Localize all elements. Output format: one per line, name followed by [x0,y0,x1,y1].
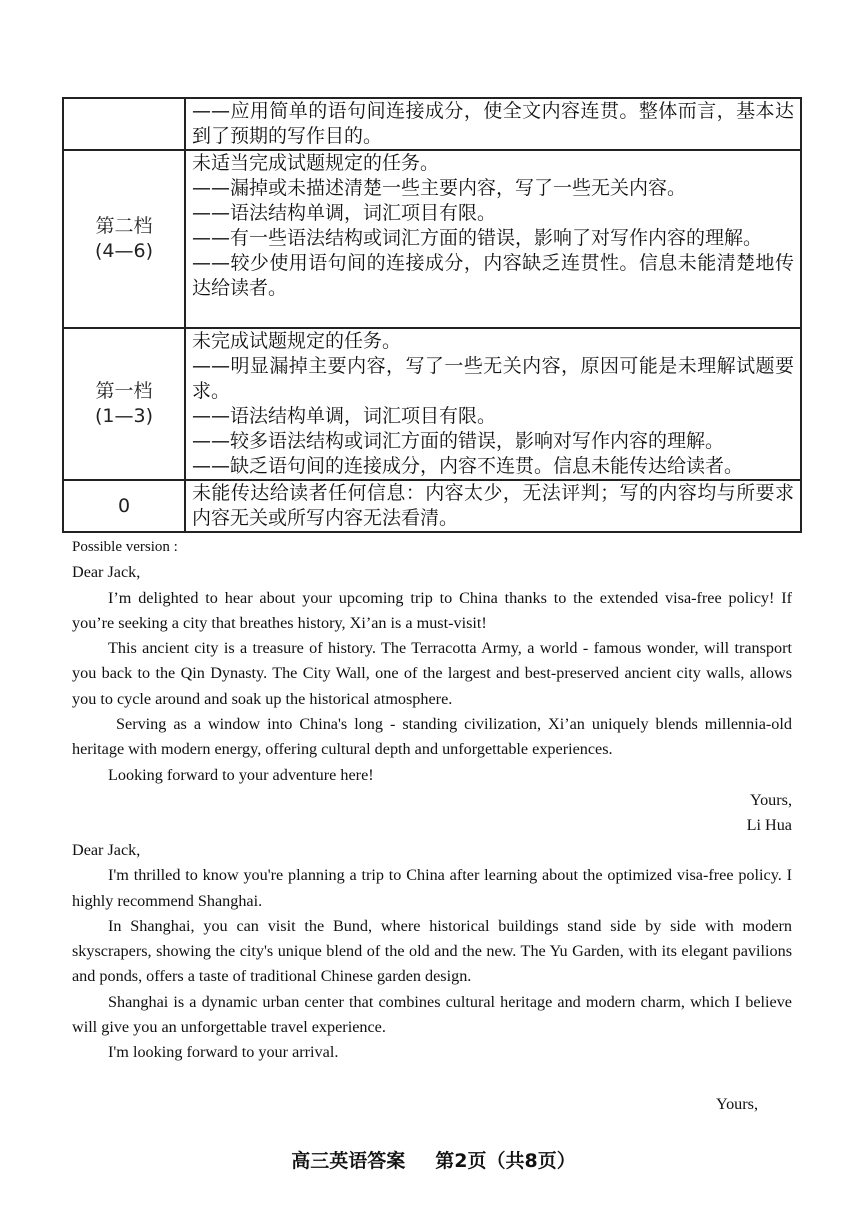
essay-version-shanghai [72,838,792,1066]
rubric-row [63,150,801,328]
footer-page-number: 第2页（共8页） [435,1150,576,1172]
grade-cell [63,480,185,532]
grading-rubric-table [62,97,802,533]
criteria-line: ——有一些语法结构或词汇方面的错误，影响了对写作内容的理解。 [192,227,763,249]
criteria-line: ——应用简单的语句间连接成分，使全文内容连贯。整体而言，基本达到了预期的写作目的。 [192,100,794,147]
letter-paragraph: In Shanghai, you can visit the Bund, where historical buildings stand side by side with modern skyscrapers, showing the city's unique blend of the old and the new. The Yu Garden, with its elegant pavilions and ponds, offers a taste of traditional Chinese garden design. [72,916,792,986]
criteria-line: 未完成试题规定的任务。 [192,330,402,352]
criteria-cell [185,150,801,328]
page-footer [0,1146,867,1173]
letter-closing: Yours, [750,790,792,809]
grade-name: 0 [117,494,131,517]
grade-range: (1—3) [94,405,153,427]
criteria-line: 未适当完成试题规定的任务。 [192,152,440,174]
essay-version-shanghai-closing [72,1092,758,1117]
rubric-row [63,98,801,150]
grade-cell [63,98,185,150]
grade-cell [63,150,185,328]
criteria-cell [185,328,801,480]
rubric-row [63,328,801,480]
letter-paragraph: Shanghai is a dynamic urban center that combines cultural heritage and modern charm, which I believe will give you an unforgettable travel experience. [72,992,792,1037]
letter-paragraph: I'm thrilled to know you're planning a trip to China after learning about the optimized visa-free policy. I highly recommend Shanghai. [72,866,792,910]
grade-name: 第二档 [95,215,153,237]
grade-name: 第一档 [95,380,153,402]
grade-range: (4—6) [94,240,153,262]
criteria-line: ——明显漏掉主要内容，写了一些无关内容，原因可能是未理解试题要求。 [192,355,794,402]
criteria-line: ——语法结构单调，词汇项目有限。 [192,405,497,427]
letter-closing: Yours, [716,1095,758,1113]
section-label: Possible version : [72,539,178,555]
criteria-line: ——漏掉或未描述清楚一些主要内容，写了一些无关内容。 [192,177,687,199]
criteria-line: ——较少使用语句间的连接成分，内容缺乏连贯性。信息未能清楚地传达给读者。 [192,252,794,299]
criteria-line: ——较多语法结构或词汇方面的错误，影响对写作内容的理解。 [192,430,725,452]
letter-greeting: Dear Jack, [72,563,141,582]
grade-cell [63,328,185,480]
letter-paragraph: I’m delighted to hear about your upcoming trip to China thanks to the extended visa-free policy! If you’re seeking a city that breathes history, Xi’an is a must-visit! [72,588,792,632]
rubric-row [63,480,801,532]
letter-paragraph: This ancient city is a treasure of history. The Terracotta Army, a world - famous wonder, will transport you back to the Qin Dynasty. The City Wall, one of the largest and best-preserved ancient city walls, allows you to cycle around and soak up the historical atmosphere. [72,639,792,708]
criteria-cell [185,480,801,532]
letter-greeting: Dear Jack, [72,841,141,859]
criteria-cell [185,98,801,150]
letter-paragraph: Serving as a window into China's long - standing civilization, Xi’an uniquely blends millennia-old heritage with modern energy, offering cultural depth and unforgettable experiences. [72,715,792,759]
letter-signature: Li Hua [746,816,792,835]
letter-paragraph: I'm looking forward to your arrival. [108,1043,339,1062]
criteria-line: ——语法结构单调，词汇项目有限。 [192,202,497,224]
criteria-line: 未能传达给读者任何信息：内容太少，无法评判；写的内容均与所要求内容无关或所写内容无法看清。 [192,482,794,529]
criteria-line: ——缺乏语句间的连接成分，内容不连贯。信息未能传达给读者。 [192,455,744,477]
footer-title: 高三英语答案 [291,1150,406,1172]
essay-version-xian [72,535,792,839]
letter-paragraph: Looking forward to your adventure here! [108,765,374,784]
